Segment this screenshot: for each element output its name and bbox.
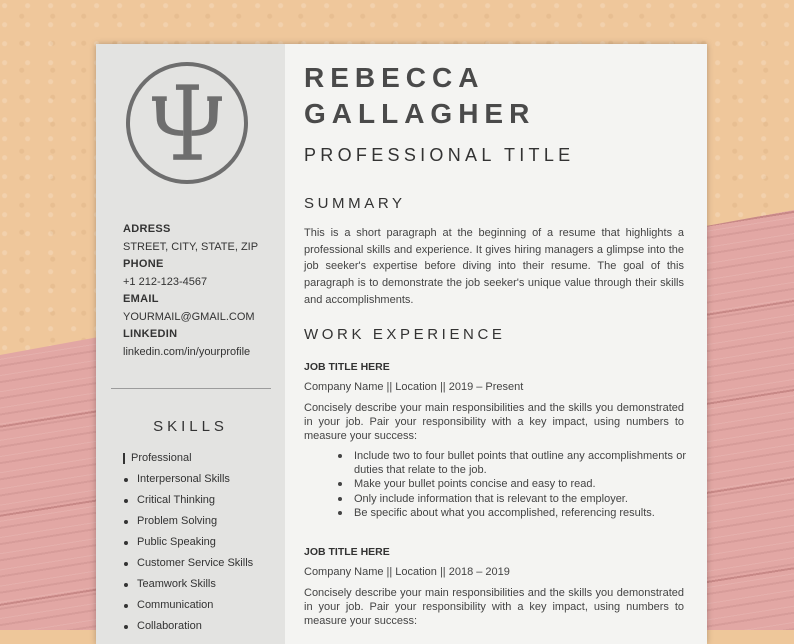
job-bullet-list (354, 449, 686, 520)
skills-list (123, 448, 283, 637)
job-company-line: Company Name || Location || 2018 – 2019 (304, 566, 510, 578)
resume-paper (96, 44, 707, 644)
sidebar-divider (111, 388, 271, 389)
work-experience-heading: WORK EXPERIENCE (304, 326, 506, 343)
phone-value: +1 212-123-4567 (123, 275, 208, 288)
psi-monogram-icon (141, 77, 233, 169)
skill-label: Interpersonal Skills (137, 473, 230, 485)
job-description: Concisely describe your main responsibilities and the skills you demonstrated in your job. Pair your responsibility with a key impact, using numbers to measure your success: (304, 402, 684, 443)
psi-monogram-logo (126, 62, 248, 184)
summary-text: This is a short paragraph at the beginning of a resume that highlights a professional skills and experience. It gives hiring managers a glimpse into the job seeker's expertise before diving into their resume. The goal of this paragraph is to demonstrate the job seeker's unique value through their skills and accomplishments. (304, 227, 684, 306)
skill-label: Public Speaking (137, 536, 216, 548)
skill-item (123, 553, 283, 574)
skill-label: Communication (137, 599, 214, 611)
job-bullet: Make your bullet points concise and easy to read. (354, 477, 686, 491)
skill-item (123, 595, 283, 616)
skill-item (123, 616, 283, 637)
phone-label: PHONE (123, 258, 164, 270)
skill-item (123, 532, 283, 553)
email-value: YOURMAIL@GMAIL.COM (123, 310, 255, 323)
skill-label: Customer Service Skills (137, 557, 254, 569)
professional-title: PROFESSIONAL TITLE (304, 145, 575, 165)
job-bullet: Only include information that is relevant to the employer. (354, 492, 686, 506)
skill-label: Problem Solving (137, 515, 218, 527)
job-title: JOB TITLE HERE (304, 361, 390, 373)
skill-label: Collaboration (137, 620, 202, 632)
skill-item (123, 511, 283, 532)
skill-label: Teamwork Skills (137, 578, 216, 590)
skills-heading: SKILLS (153, 418, 228, 435)
linkedin-label: LINKEDIN (123, 328, 178, 340)
skill-item (123, 490, 283, 511)
job-description: Concisely describe your main responsibilities and the skills you demonstrated in your job. Pair your responsibility with a key impact, using numbers to measure your success: (304, 587, 684, 628)
job-company-line: Company Name || Location || 2019 – Present (304, 381, 524, 393)
linkedin-value: linkedin.com/in/yourprofile (123, 345, 251, 358)
last-name: GALLAGHER (304, 98, 536, 129)
skill-item (123, 574, 283, 595)
candidate-name (304, 60, 535, 132)
resume-sidebar (96, 44, 285, 644)
first-name: REBECCA (304, 62, 485, 93)
skill-item (123, 448, 283, 469)
address-label: ADRESS (123, 223, 171, 235)
job-title: JOB TITLE HERE (304, 546, 390, 558)
job-bullet: Include two to four bullet points that outline any accomplishments or duties that relate to the job. (354, 450, 686, 477)
skill-label: Professional (131, 452, 192, 464)
job-bullet: Be specific about what you accomplished, referencing results. (354, 506, 686, 520)
contact-block (123, 221, 283, 361)
address-value: STREET, CITY, STATE, ZIP (123, 240, 259, 253)
skill-item (123, 469, 283, 490)
summary-heading: SUMMARY (304, 195, 406, 212)
skill-label: Critical Thinking (137, 494, 216, 506)
email-label: EMAIL (123, 293, 159, 305)
